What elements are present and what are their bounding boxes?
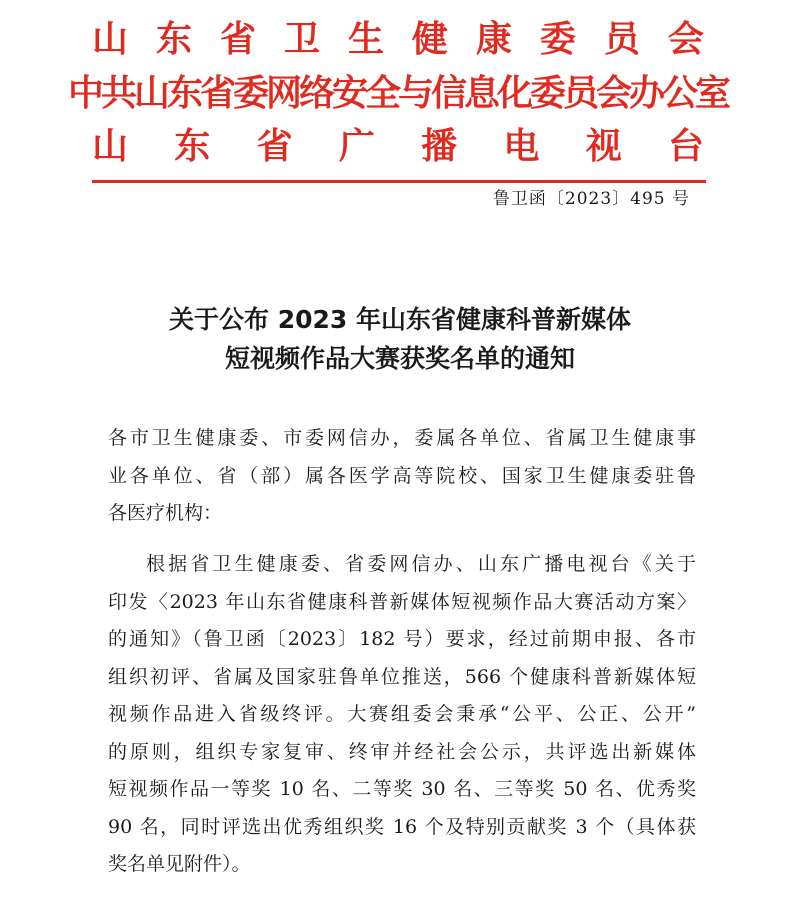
document-number: 鲁卫函〔2023〕495 号 (492, 189, 690, 209)
issuer-name-char: 会 (667, 19, 704, 60)
body-line: 组织初评、省属及国家驻鲁单位推送，566 个健康科普新媒体短 (108, 665, 696, 688)
issuer-name-char: 省 (256, 126, 293, 167)
body-line: 印发〈2023 年山东省健康科普新媒体短视频作品大赛活动方案〉 (108, 590, 696, 613)
issuer-name-char: 省 (219, 19, 256, 60)
issuer-name-char: 山 (92, 126, 129, 167)
body-line: 视频作品进入省级终评。大赛组委会秉承“公平、公正、公开” (108, 703, 696, 725)
addressee-line: 各医疗机构： (108, 502, 223, 524)
issuer-name-char: 播 (421, 126, 458, 167)
body-line: 短视频作品一等奖 10 名、二等奖 30 名、三等奖 50 名、优秀奖 (108, 778, 696, 800)
body-line: 的原则，组织专家复审、终审并经社会公示，共评选出新媒体 (108, 740, 696, 763)
issuer-name-char: 东 (155, 19, 192, 60)
addressee-block (108, 420, 696, 533)
issuer-name-char: 康 (475, 19, 512, 60)
issuer-name-char: 员 (603, 19, 640, 60)
issuer-name-char: 广 (338, 126, 375, 167)
issuer-name-char: 健 (411, 19, 448, 60)
body-line: 90 名，同时评选出优秀组织奖 16 个及特别贡献奖 3 个（具体获 (108, 815, 696, 838)
issuer-name-char: 卫 (283, 19, 320, 60)
issuer-name-broadcast-station (92, 123, 704, 171)
issuer-name-char: 山 (92, 19, 129, 60)
document-title-line-2: 短视频作品大赛获奖名单的通知 (224, 344, 575, 373)
issuer-name-char: 生 (347, 19, 384, 60)
issuer-name-cyberspace-office: 中共山东省委网络安全与信息化委员会办公室 (68, 73, 729, 114)
issuer-name-char: 东 (174, 126, 211, 167)
issuer-name-char: 委 (539, 19, 576, 60)
body-line: 的通知》（鲁卫函〔2023〕182 号）要求，经过前期申报、各市 (108, 628, 696, 650)
body-line: 根据省卫生健康委、省委网信办、山东广播电视台《关于 (146, 553, 696, 575)
document-title-line-1: 关于公布 2023 年山东省健康科普新媒体 (169, 305, 631, 334)
header-red-rule (92, 180, 706, 183)
body-line: 奖名单见附件）。 (108, 853, 251, 875)
issuer-name-health-commission (92, 16, 704, 64)
addressee-line: 各市卫生健康委、市委网信办，委属各单位、省属卫生健康事 (108, 427, 696, 449)
addressee-line: 业各单位、省（部）属各医学高等院校、国家卫生健康委驻鲁 (108, 464, 696, 487)
body-paragraph (108, 546, 696, 884)
issuer-name-char: 台 (667, 126, 704, 167)
issuer-name-char: 电 (503, 126, 540, 167)
issuer-name-char: 视 (585, 126, 622, 167)
